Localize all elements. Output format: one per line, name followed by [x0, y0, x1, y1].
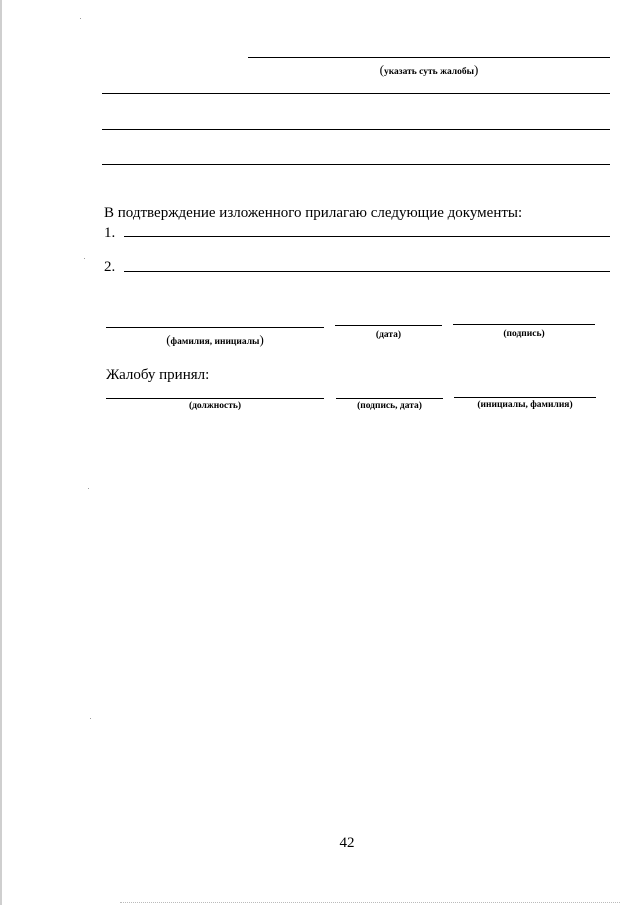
received-position-line — [106, 398, 324, 399]
complaint-text-line — [102, 164, 610, 165]
document-item-line — [124, 271, 610, 272]
complaint-essence-caption: (указать суть жалобы) — [379, 62, 479, 77]
scan-speck — [90, 718, 91, 719]
received-initials-caption: (инициалы, фамилия) — [477, 400, 573, 410]
documents-heading: В подтверждение изложенного прилагаю следующие документы: — [104, 205, 523, 221]
document-item-line — [124, 236, 610, 237]
complaint-text-line — [102, 93, 610, 94]
document-item-number: 2. — [104, 259, 116, 275]
page-edge — [0, 0, 2, 905]
received-signature-date-caption: (подпись, дата) — [357, 401, 422, 411]
received-initials-line — [454, 397, 596, 398]
applicant-signature-line — [453, 324, 595, 325]
scan-bottom-edge — [120, 902, 620, 903]
complaint-essence-line — [248, 57, 610, 58]
document-item-number: 1. — [104, 225, 116, 241]
applicant-date-caption: (дата) — [375, 330, 402, 340]
scan-speck — [80, 18, 81, 19]
applicant-name-caption: (фамилия, инициалы) — [166, 332, 264, 347]
complaint-text-line — [102, 129, 610, 130]
applicant-name-line — [106, 327, 324, 328]
received-signature-date-line — [336, 398, 443, 399]
page-number: 42 — [339, 835, 355, 851]
applicant-signature-caption: (подпись) — [503, 329, 545, 339]
scan-speck — [88, 488, 89, 489]
scan-speck — [84, 258, 85, 259]
received-heading: Жалобу принял: — [106, 367, 210, 383]
applicant-date-line — [335, 325, 442, 326]
received-position-caption: (должность) — [188, 401, 242, 411]
